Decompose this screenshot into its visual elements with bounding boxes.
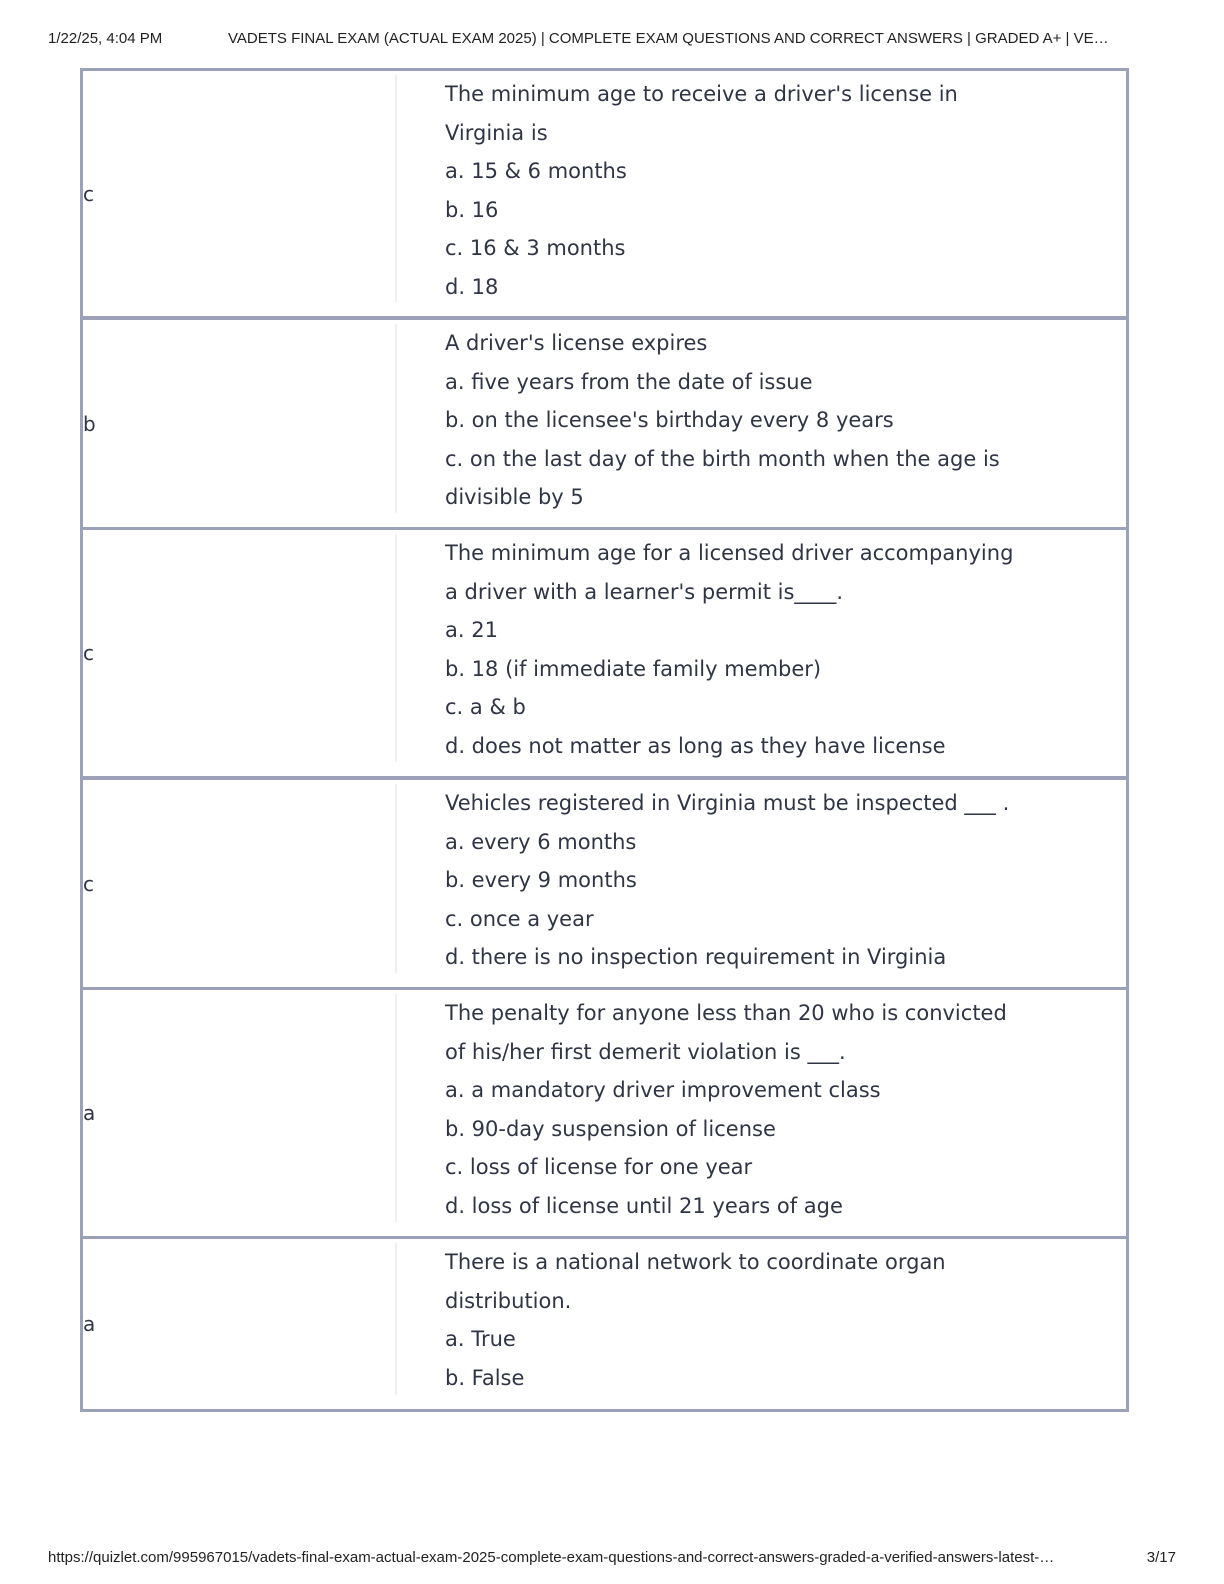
question-text [445, 534, 1026, 766]
answer-term: c [83, 871, 94, 896]
option-line: b. 18 (if immediate family member) [445, 656, 822, 681]
option-line: b. every 9 months [445, 868, 637, 893]
answer-term: c [83, 641, 94, 665]
document-title: VADETS FINAL EXAM (ACTUAL EXAM 2025) | COMPLETE EXAM QUESTIONS AND CORRECT ANSWERS | GRADED A+ | VE… [228, 30, 1109, 47]
answer-term: b [83, 411, 96, 436]
card-divider [395, 75, 397, 302]
flashcard [80, 527, 1129, 779]
question-line: The minimum age to receive a driver's license in [445, 82, 958, 106]
option-line: d. does not matter as long as they have license [445, 733, 946, 758]
flashcard [80, 987, 1129, 1239]
option-line: a. a mandatory driver improvement class [445, 1078, 881, 1103]
option-line: b. 16 [445, 197, 499, 222]
answer-term: a [83, 1101, 96, 1125]
card-divider [395, 784, 397, 973]
option-line: d. there is no inspection requirement in Virginia [445, 945, 947, 970]
question-line: distribution. [445, 1288, 572, 1313]
flashcard [80, 317, 1129, 530]
option-line: d. loss of license until 21 years of age [445, 1193, 843, 1218]
print-datetime: 1/22/25, 4:04 PM [48, 30, 163, 47]
question-text [445, 994, 1026, 1226]
option-line: c. on the last day of the birth month when the age is [445, 446, 1000, 471]
card-divider [395, 324, 397, 513]
page-url: https://quizlet.com/995967015/vadets-final-exam-actual-exam-2025-complete-exam-questions-and-correct-answers-graded-a-verified-answers-latest-… [48, 1549, 1055, 1566]
answer-term: c [83, 181, 94, 206]
option-line: c. a & b [445, 695, 526, 720]
question-line: of his/her first demerit violation is ___. [445, 1039, 846, 1064]
question-line: Vehicles registered in Virginia must be inspected ___ . [445, 791, 1010, 815]
question-text [445, 75, 1026, 307]
option-line: divisible by 5 [445, 485, 584, 510]
option-line: a. 21 [445, 618, 498, 643]
question-line: a driver with a learner's permit is____. [445, 579, 844, 604]
question-line: The minimum age for a licensed driver accompanying [445, 541, 1014, 565]
flashcard [80, 1236, 1129, 1412]
option-line: b. 90-day suspension of license [445, 1116, 776, 1141]
option-line: a. five years from the date of issue [445, 369, 813, 394]
question-line: The penalty for anyone less than 20 who is convicted [445, 1001, 1007, 1025]
option-line: c. 16 & 3 months [445, 236, 626, 261]
option-line: d. 18 [445, 274, 499, 299]
question-line: Virginia is [445, 120, 548, 145]
option-line: a. 15 & 6 months [445, 159, 627, 184]
card-divider [395, 1243, 397, 1395]
flashcard [80, 68, 1129, 319]
card-divider [395, 994, 397, 1222]
page-number: 3/17 [1146, 1549, 1176, 1566]
option-line: b. on the licensee's birthday every 8 years [445, 408, 894, 433]
option-line: c. loss of license for one year [445, 1155, 753, 1180]
option-line: a. True [445, 1327, 516, 1352]
card-divider [395, 534, 397, 762]
question-text [445, 324, 1026, 517]
answer-term: a [83, 1312, 96, 1336]
question-text [445, 784, 1026, 977]
option-line: c. once a year [445, 906, 594, 931]
flashcard [80, 777, 1129, 990]
question-line: There is a national network to coordinate organ [445, 1250, 946, 1274]
question-line: A driver's license expires [445, 331, 708, 355]
question-text [445, 1243, 1026, 1397]
option-line: a. every 6 months [445, 829, 637, 854]
option-line: b. False [445, 1365, 525, 1390]
